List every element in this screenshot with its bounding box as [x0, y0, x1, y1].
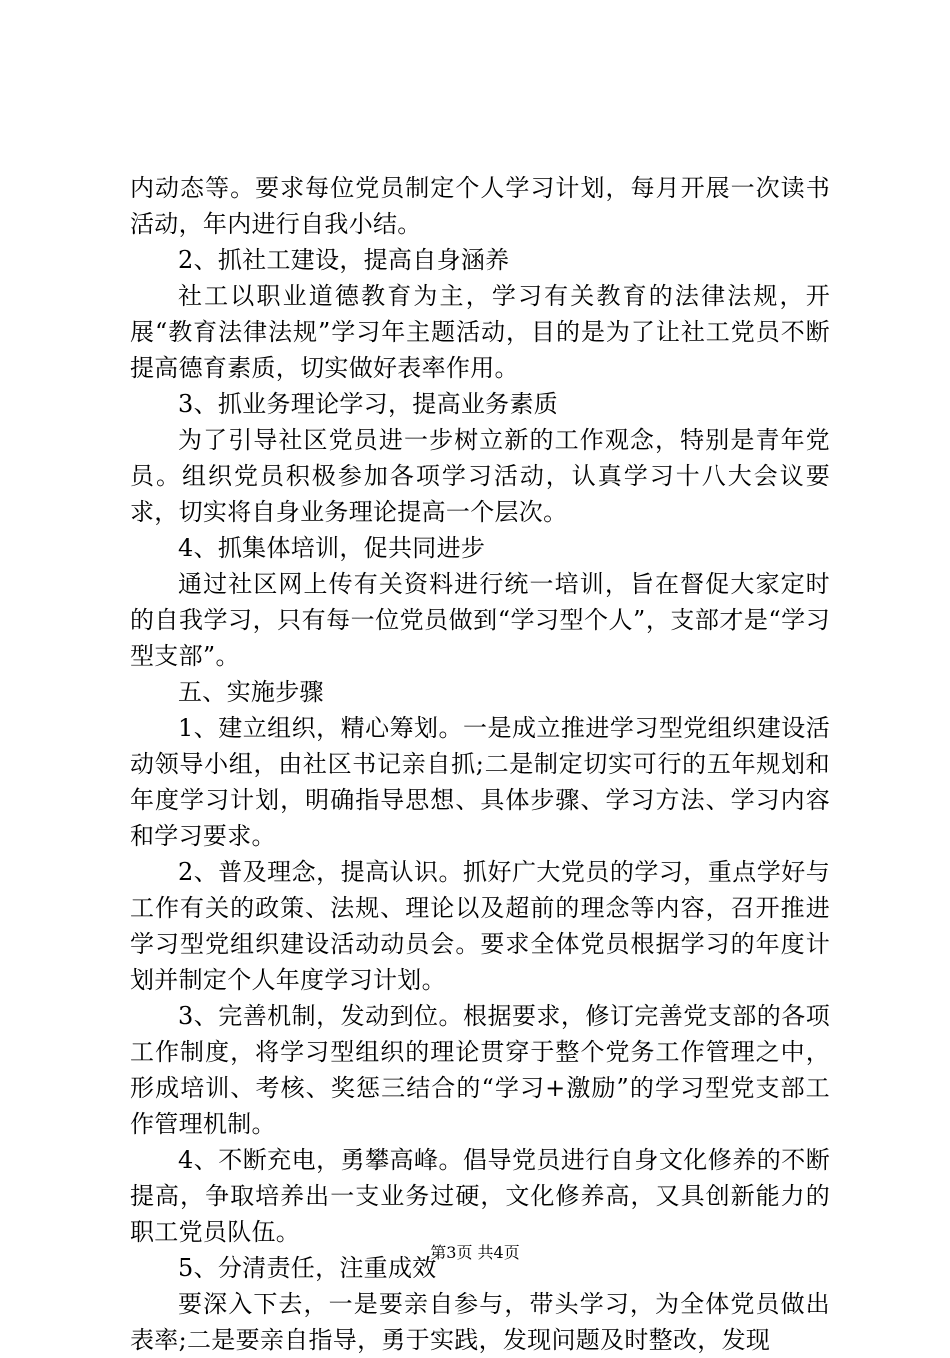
paragraph-collective-training: 通过社区网上传有关资料进行统一培训，旨在督促大家定时的自我学习，只有每一位党员做到“学习型个人”，支部才是“学习型支部”。	[130, 570, 830, 670]
heading-social-work: 2、抓社工建设，提高自身涵养	[178, 246, 510, 274]
heading-collective-training: 4、抓集体培训，促共同进步	[178, 534, 486, 562]
page-number-footer: 第3页 共4页	[430, 1243, 520, 1262]
paragraph-social-work: 社工以职业道德教育为主，学习有关教育的法律法规，开展“教育法律法规”学习年主题活动，目的是为了让社工党员不断提高德育素质，切实做好表率作用。	[130, 282, 830, 382]
paragraph-step-4: 4、不断充电，勇攀高峰。倡导党员进行自身文化修养的不断提高，争取培养出一支业务过硬，文化修养高，又具创新能力的职工党员队伍。	[130, 1146, 830, 1246]
paragraph-business-theory: 为了引导社区党员进一步树立新的工作观念，特别是青年党员。组织党员积极参加各项学习活动，认真学习十八大会议要求，切实将自身业务理论提高一个层次。	[130, 426, 830, 526]
heading-step-5: 5、分清责任，注重成效	[178, 1254, 437, 1282]
paragraph-step-3: 3、完善机制，发动到位。根据要求，修订完善党支部的各项工作制度，将学习型组织的理论贯穿于整个党务工作管理之中，形成培训、考核、奖惩三结合的“学习+激励”的学习型党支部工作管理机制。	[130, 1002, 830, 1138]
heading-implementation-steps: 五、实施步骤	[178, 678, 324, 706]
document-body	[130, 170, 830, 1358]
paragraph-step-5: 要深入下去，一是要亲自参与，带头学习，为全体党员做出表率;二是要亲自指导，勇于实践，发现问题及时整改，发现	[130, 1290, 830, 1354]
paragraph-step-2: 2、普及理念，提高认识。抓好广大党员的学习，重点学好与工作有关的政策、法规、理论以及超前的理念等内容，召开推进学习型党组织建设活动动员会。要求全体党员根据学习的年度计划并制定个人年度学习计划。	[130, 858, 830, 994]
paragraph-step-1: 1、建立组织，精心筹划。一是成立推进学习型党组织建设活动领导小组，由社区书记亲自抓;二是制定切实可行的五年规划和年度学习计划，明确指导思想、具体步骤、学习方法、学习内容和学习要求。	[130, 714, 830, 850]
paragraph-continuation: 内动态等。要求每位党员制定个人学习计划，每月开展一次读书活动，年内进行自我小结。	[130, 174, 830, 238]
heading-business-theory: 3、抓业务理论学习，提高业务素质	[178, 390, 559, 418]
